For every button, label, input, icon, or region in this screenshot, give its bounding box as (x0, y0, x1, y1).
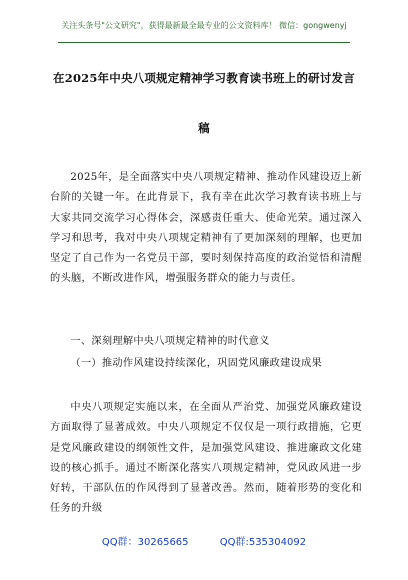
header-divider (58, 42, 350, 43)
body-paragraph-intro: 2025年，是全面落实中央八项规定精神、推动作风建设迈上新台阶的关键一年。在此背景下，我有幸在此次学习教育读书班上与大家共同交流学习心得体会，深感责任重大、使命光荣。通过深入学习和思考，我对中央八项规定精神有了更加深刻的理解，也更加坚定了自己作为一名党员干部，要时刻保持高度的政治觉悟和清醒的头脑，不断改进作风，增强服务群众的能力与责任。 (50, 172, 362, 285)
body-paragraph-section-1: 中央八项规定实施以来，在全面从严治党、加强党风廉政建设方面取得了显著成效。中央八项规定不仅仅是一项行政措施，它更是党风廉政建设的纲领性文件，是加强党风建设、推进廉政文化建设的核心抓手。通过不断深化落实八项规定精神，党风政风进一步好转，干部队伍的作风得到了显著改善。然而，随着形势的变化和任务的升级 (50, 402, 362, 515)
footer-qq-group-2: QQ群:535304092 (219, 537, 307, 548)
document-title-line-2: 稿 (198, 121, 210, 135)
subsection-heading-1: （一）推动作风建设持续深化，巩固党风廉政建设成果 (70, 358, 323, 369)
footer-qq-group-1: QQ群：30265665 (101, 537, 189, 548)
page-header-banner: 关注头条号"公文研究"，获得最新最全最专业的公文资料库！ 微信：gongwenyj (61, 21, 347, 30)
document-title-line-1: 在2025年中央八项规定精神学习教育读书班上的研讨发言 (53, 71, 355, 85)
section-heading-1: 一、深刻理解中央八项规定精神的时代意义 (70, 336, 270, 347)
page-footer (0, 533, 408, 548)
